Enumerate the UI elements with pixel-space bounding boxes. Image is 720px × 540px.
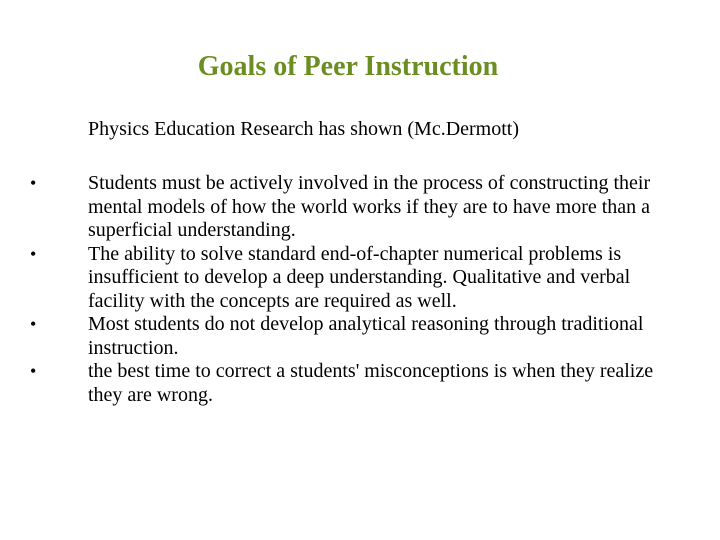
list-item — [28, 313, 688, 360]
list-item — [28, 360, 688, 407]
slide-title: Goals of Peer Instruction — [197, 51, 499, 82]
bullet-icon: • — [30, 243, 37, 264]
bullet-text: the best time to correct a students' misconceptions is when they realize they are wrong. — [88, 360, 654, 406]
list-item — [28, 243, 688, 314]
bullet-list — [28, 172, 688, 407]
bullet-icon: • — [30, 361, 37, 381]
bullet-text: Students must be actively involved in the process of constructing their mental models of how the world works if they are to have more than a superficial understanding. — [88, 172, 651, 241]
bullet-icon: • — [30, 314, 37, 334]
slide-subtitle: Physics Education Research has shown (Mc.Dermott) — [88, 118, 520, 140]
bullet-text: Most students do not develop analytical reasoning through traditional instruction. — [88, 313, 644, 359]
list-item — [28, 172, 688, 243]
bullet-text: The ability to solve standard end-of-chapter numerical problems is insufficient to develop a deep understanding. Qualitative and verbal facility with the concepts are required as well. — [88, 242, 631, 312]
bullet-icon: • — [30, 173, 37, 193]
